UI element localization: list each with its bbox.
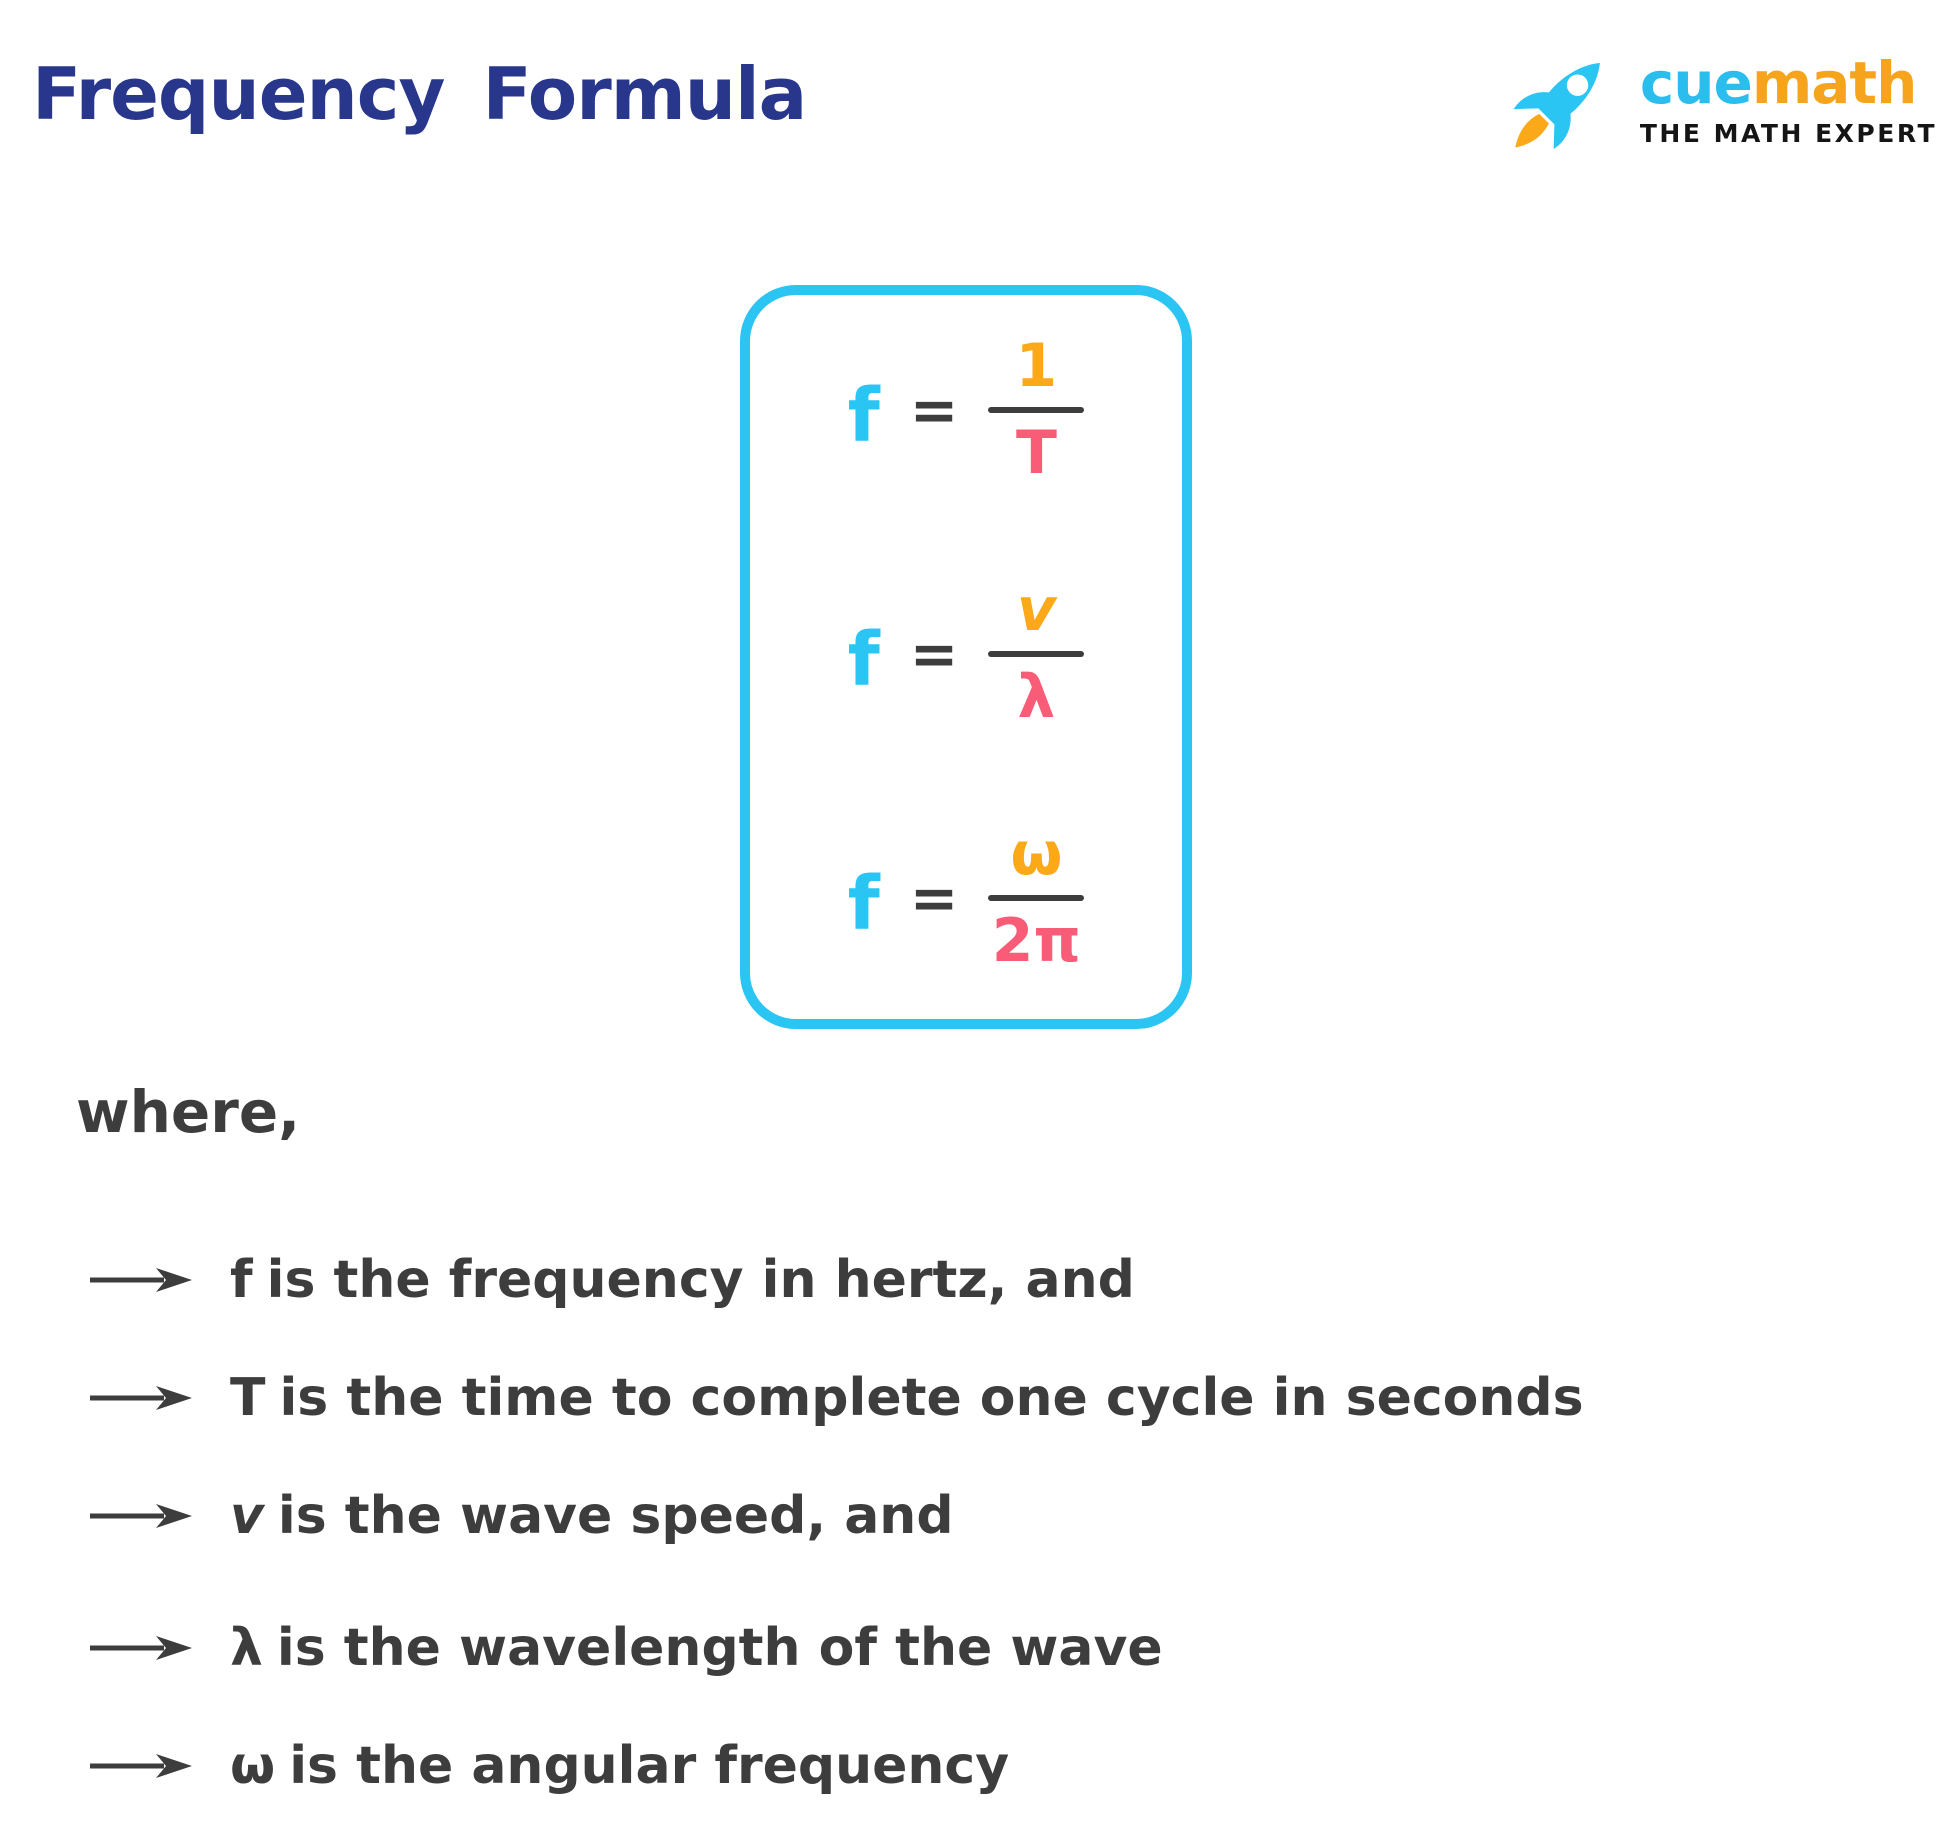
arrow-right-icon — [88, 1383, 194, 1413]
logo-brand — [1639, 48, 1917, 117]
arrow-right-icon — [88, 1501, 194, 1531]
list-item — [88, 1244, 1584, 1316]
equals-sign: = — [909, 620, 959, 688]
formula-lhs: f — [847, 861, 880, 947]
fraction-numerator: 1 — [1015, 331, 1058, 401]
fraction-denominator: λ — [1017, 662, 1056, 732]
formula-row-period — [750, 331, 1182, 488]
fraction — [988, 819, 1084, 976]
logo-tagline: THE MATH EXPERT — [1639, 119, 1937, 149]
fraction — [988, 331, 1084, 488]
list-item — [88, 1730, 1584, 1802]
arrow-right-icon — [88, 1265, 194, 1295]
rocket-icon — [1490, 28, 1630, 173]
logo-brand-math: math — [1751, 48, 1917, 117]
definition-text: is the frequency in hertz, and — [266, 1250, 1135, 1310]
equals-sign: = — [909, 376, 959, 444]
logo-text — [1639, 48, 1937, 149]
equals-sign: = — [909, 864, 959, 932]
formula-lhs: f — [847, 617, 880, 703]
page-title: Frequency Formula — [32, 52, 807, 136]
definition-symbol: v — [230, 1486, 264, 1546]
definition-text: is the wavelength of the wave — [276, 1618, 1163, 1678]
definitions-list — [88, 1244, 1584, 1848]
arrow-right-icon — [88, 1751, 194, 1781]
fraction-bar — [988, 651, 1084, 657]
fraction-bar — [988, 895, 1084, 901]
fraction-numerator: ω — [1010, 819, 1063, 889]
formula-box — [740, 285, 1192, 1029]
formula-lhs: f — [847, 373, 880, 459]
list-item — [88, 1612, 1584, 1684]
cuemath-logo — [1490, 28, 1937, 173]
fraction-denominator: 2π — [991, 906, 1082, 976]
formula-row-angular — [750, 819, 1182, 976]
formula-row-wavelength — [750, 575, 1182, 732]
definition-symbol: λ — [230, 1618, 263, 1678]
list-item — [88, 1362, 1584, 1434]
fraction-bar — [988, 407, 1084, 413]
definition-text: is the time to complete one cycle in seconds — [279, 1368, 1584, 1428]
list-item — [88, 1480, 1584, 1552]
definition-text: is the wave speed, and — [277, 1486, 954, 1546]
definition-text: is the angular frequency — [289, 1736, 1010, 1796]
where-label: where, — [76, 1078, 301, 1146]
fraction-numerator: v — [1016, 575, 1056, 645]
fraction-denominator: T — [1015, 418, 1057, 488]
fraction — [988, 575, 1084, 732]
definition-symbol: ω — [230, 1736, 276, 1796]
definition-symbol: f — [230, 1250, 253, 1310]
arrow-right-icon — [88, 1633, 194, 1663]
logo-brand-cue: cue — [1639, 48, 1752, 117]
definition-symbol: T — [230, 1368, 266, 1428]
